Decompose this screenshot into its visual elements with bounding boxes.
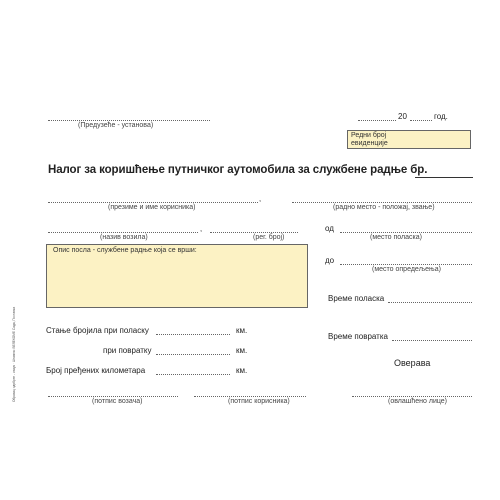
from-hint: (место поласка) (370, 234, 422, 241)
verifies-label: Оверава (394, 358, 431, 368)
date-dotted-line (358, 120, 396, 121)
side-print-text: Образац одобрен - изаук · Штампа: ВЕЛЕКОМЕ Сада, Поставка (12, 306, 16, 402)
reg-number-hint: (рег. број) (253, 234, 285, 241)
position-dotted-line[interactable] (292, 202, 472, 203)
date-year-prefix: 20 (398, 112, 407, 121)
company-hint: (Предузеће - установа) (78, 122, 154, 129)
km-traveled-dotted-line[interactable] (156, 374, 230, 375)
to-hint: (место опредељења) (372, 266, 441, 273)
odometer-departure-unit: км. (236, 326, 248, 335)
vehicle-dotted-line[interactable] (48, 232, 198, 233)
odometer-return-label: при повратку (103, 346, 152, 355)
from-label: од (325, 224, 334, 233)
driver-signature-line[interactable] (48, 396, 178, 397)
record-number-label: Редни број евиденције (351, 132, 388, 147)
return-time-label: Време повратка (328, 332, 388, 341)
page-title: Налог за коришћење путничког аутомобила за службене радње бр. (48, 164, 428, 176)
odometer-departure-dotted-line[interactable] (156, 334, 230, 335)
comma-separator: , (259, 194, 262, 203)
driver-signature-hint: (потпис возача) (92, 398, 143, 405)
record-number-box[interactable] (347, 130, 471, 149)
authorized-hint: (овлашћено лице) (388, 398, 448, 405)
to-dotted-line[interactable] (340, 264, 472, 265)
date-year-dotted-line (410, 120, 432, 121)
odometer-return-dotted-line[interactable] (156, 354, 230, 355)
order-number-line[interactable] (415, 177, 473, 178)
job-description-box[interactable] (46, 244, 308, 308)
user-name-hint: (презиме и име корисника) (108, 204, 196, 211)
position-hint: (радно место - положај, звање) (333, 204, 435, 211)
km-traveled-unit: км. (236, 366, 248, 375)
odometer-return-unit: км. (236, 346, 248, 355)
departure-time-dotted-line[interactable] (388, 302, 472, 303)
user-signature-line[interactable] (194, 396, 306, 397)
return-time-dotted-line[interactable] (392, 340, 472, 341)
job-description-label: Опис посла - службене радње која се врши: (53, 247, 197, 254)
departure-time-label: Време поласка (328, 294, 385, 303)
to-label: до (325, 256, 335, 265)
vehicle-hint: (назив возила) (100, 234, 148, 241)
date-year-suffix: год. (434, 112, 448, 121)
user-name-dotted-line[interactable] (48, 202, 258, 203)
km-traveled-label: Број пређених километара (46, 366, 146, 375)
company-dotted-line (48, 120, 210, 121)
odometer-departure-label: Стање бројила при поласку (46, 326, 149, 335)
reg-number-dotted-line[interactable] (210, 232, 298, 233)
authorized-signature-line[interactable] (352, 396, 472, 397)
user-signature-hint: (потпис корисника) (228, 398, 290, 405)
comma-separator: , (200, 224, 203, 233)
from-dotted-line[interactable] (340, 232, 472, 233)
